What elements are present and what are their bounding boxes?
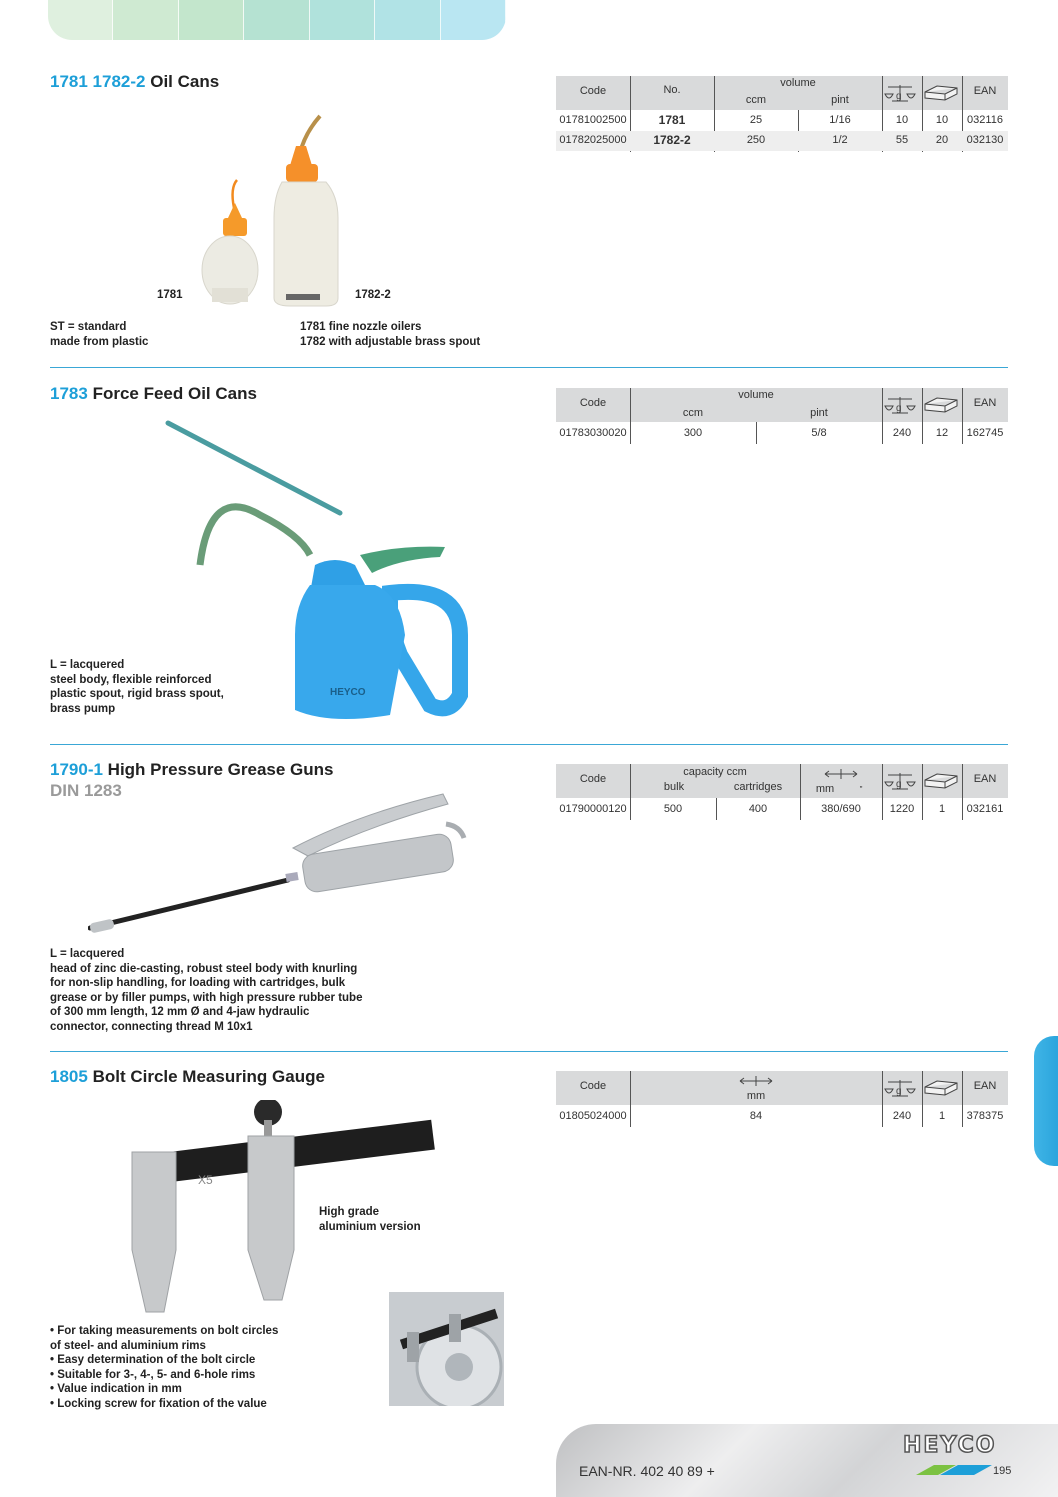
chapter-tab[interactable] xyxy=(375,0,440,40)
row-pint: 1/2 xyxy=(832,134,848,146)
row-weight: 55 xyxy=(895,134,909,146)
row-mm: 84 xyxy=(749,1110,763,1122)
row-pack: 12 xyxy=(935,427,949,439)
product-label-1781: 1781 xyxy=(157,289,183,301)
logo-stripe-icon xyxy=(916,1465,992,1475)
row-ccm: 300 xyxy=(683,427,703,439)
weight-scale-icon xyxy=(884,394,916,416)
row-pint: 1/16 xyxy=(829,114,851,126)
din-standard: DIN 1283 xyxy=(50,781,122,800)
section-name: Oil Cans xyxy=(150,72,220,91)
aluminium-note: High grade aluminium version xyxy=(319,1206,421,1233)
section-number: 1805 xyxy=(50,1067,88,1086)
col-no: No. xyxy=(663,84,681,96)
row-pack: 10 xyxy=(935,114,949,126)
grease-gun-note: L = lacquered head of zinc die-casting, robust steel body with knurling for non-slip handling, for loading with cartridges, bulk grease or by filler pumps, with high pressure rubber tube of 300 mm length, 12 mm Ø and 4-jaw hydraulic connector, connecting thread M 10x1 xyxy=(50,948,363,1033)
row-ean: 032161 xyxy=(966,803,1004,815)
row-bulk: 500 xyxy=(663,803,683,815)
section-number: 1790-1 xyxy=(50,760,103,779)
row-pack: 20 xyxy=(935,134,949,146)
col-volume: volume xyxy=(780,77,816,89)
col-mm: mm xyxy=(815,783,835,795)
section-name: Bolt Circle Measuring Gauge xyxy=(92,1067,325,1086)
row-code: 01782025000 xyxy=(559,134,627,146)
col-ean: EAN xyxy=(973,773,997,785)
brand-logo: HEYCO xyxy=(903,1433,997,1458)
col-mm: mm xyxy=(746,1090,766,1102)
length-arrow-icon xyxy=(739,1075,773,1087)
features-list: • For taking measurements on bolt circles of steel- and aluminium rims • Easy determination of the bolt circle • Suitable for 3-, 4-, 5- and 6-hole rims • Value indication in mm • Locking screw for fixation of the value xyxy=(50,1325,279,1410)
ean-number-prefix: EAN-NR. 402 40 89 + xyxy=(579,1463,715,1479)
section-divider xyxy=(50,367,1008,368)
bolt-gauge-table xyxy=(556,1071,1008,1127)
grease-gun-table xyxy=(556,764,1008,820)
material-note: ST = standard made from plastic xyxy=(50,321,149,348)
section-title-grease-guns xyxy=(50,760,334,780)
col-bulk: bulk xyxy=(663,781,685,793)
weight-scale-icon xyxy=(884,1077,916,1099)
col-code: Code xyxy=(579,397,607,409)
row-weight: 240 xyxy=(892,427,912,439)
row-weight: 1220 xyxy=(889,803,915,815)
section-number: 1783 xyxy=(50,384,88,403)
oil-cans-table xyxy=(556,76,1008,152)
col-code: Code xyxy=(579,773,607,785)
page-number: 195 xyxy=(993,1465,1012,1477)
gauge-scale-mark: X5 xyxy=(198,1173,213,1187)
col-capacity: capacity ccm xyxy=(683,766,747,778)
chapter-tab-strip xyxy=(48,0,506,40)
chapter-tab[interactable] xyxy=(310,0,375,40)
row-ccm: 250 xyxy=(746,134,766,146)
section-divider xyxy=(50,1051,1008,1052)
row-weight: 240 xyxy=(892,1110,912,1122)
col-volume: volume xyxy=(738,389,774,401)
col-ean: EAN xyxy=(973,1080,997,1092)
row-pint: 5/8 xyxy=(811,427,827,439)
section-title-bolt-gauge xyxy=(50,1067,325,1087)
row-code: 01805024000 xyxy=(559,1110,627,1122)
section-number: 1781 1782-2 xyxy=(50,72,146,91)
col-ean: EAN xyxy=(973,85,997,97)
section-name: High Pressure Grease Guns xyxy=(107,760,334,779)
packing-box-icon xyxy=(923,1079,959,1097)
row-pack: 1 xyxy=(938,803,946,815)
weight-scale-icon xyxy=(884,770,916,792)
col-ean: EAN xyxy=(973,397,997,409)
row-code: 01781002500 xyxy=(559,114,627,126)
col-pint: pint xyxy=(831,94,849,106)
section-name: Force Feed Oil Cans xyxy=(92,384,257,403)
product-label-1782-2: 1782-2 xyxy=(355,289,391,301)
section-divider xyxy=(50,744,1008,745)
section-title-force-feed xyxy=(50,384,257,404)
force-feed-table xyxy=(556,388,1008,444)
chapter-tab[interactable] xyxy=(441,0,506,40)
chapter-tab[interactable] xyxy=(244,0,309,40)
svg-text:g: g xyxy=(896,403,902,414)
chapter-tab[interactable] xyxy=(48,0,113,40)
row-ean: 162745 xyxy=(966,427,1004,439)
row-no: 1781 xyxy=(658,113,686,127)
row-ean: 032130 xyxy=(966,134,1004,146)
row-cartridges: 400 xyxy=(748,803,768,815)
row-weight: 10 xyxy=(895,114,909,126)
col-code: Code xyxy=(579,85,607,97)
gauge-on-rim-image xyxy=(389,1292,504,1406)
row-ccm: 25 xyxy=(749,114,763,126)
row-code: 01790000120 xyxy=(559,803,627,815)
col-ccm: ccm xyxy=(682,407,704,419)
can-brand-text: HEYCO xyxy=(330,687,366,698)
row-pack: 1 xyxy=(938,1110,946,1122)
section-title-oil-cans xyxy=(50,72,219,92)
col-cartridges: cartridges xyxy=(733,781,783,793)
row-no: 1782-2 xyxy=(653,133,691,147)
length-arrow-icon xyxy=(824,768,858,780)
weight-scale-icon xyxy=(884,82,916,104)
row-code: 01783030020 xyxy=(559,427,627,439)
svg-text:g: g xyxy=(896,91,902,102)
col-code: Code xyxy=(579,1080,607,1092)
svg-text:g: g xyxy=(896,779,902,790)
force-feed-note: L = lacquered steel body, flexible reinforced plastic spout, rigid brass spout, brass pump xyxy=(50,659,224,715)
row-ean: 378375 xyxy=(966,1110,1004,1122)
packing-box-icon xyxy=(923,772,959,790)
row-mm: 380/690 xyxy=(821,803,861,815)
packing-box-icon xyxy=(923,396,959,414)
side-chapter-tab[interactable] xyxy=(1034,1036,1058,1166)
packing-box-icon xyxy=(923,84,959,102)
row-ean: 032116 xyxy=(967,114,1003,126)
chapter-tab[interactable] xyxy=(179,0,244,40)
tick-mark: " xyxy=(859,785,863,794)
col-pint: pint xyxy=(810,407,828,419)
chapter-tab[interactable] xyxy=(113,0,178,40)
svg-text:g: g xyxy=(896,1086,902,1097)
oil-cans-image xyxy=(190,108,350,308)
nozzle-note: 1781 fine nozzle oilers 1782 with adjustable brass spout xyxy=(300,321,481,348)
grease-gun-image xyxy=(88,786,468,936)
col-ccm: ccm xyxy=(745,94,767,106)
